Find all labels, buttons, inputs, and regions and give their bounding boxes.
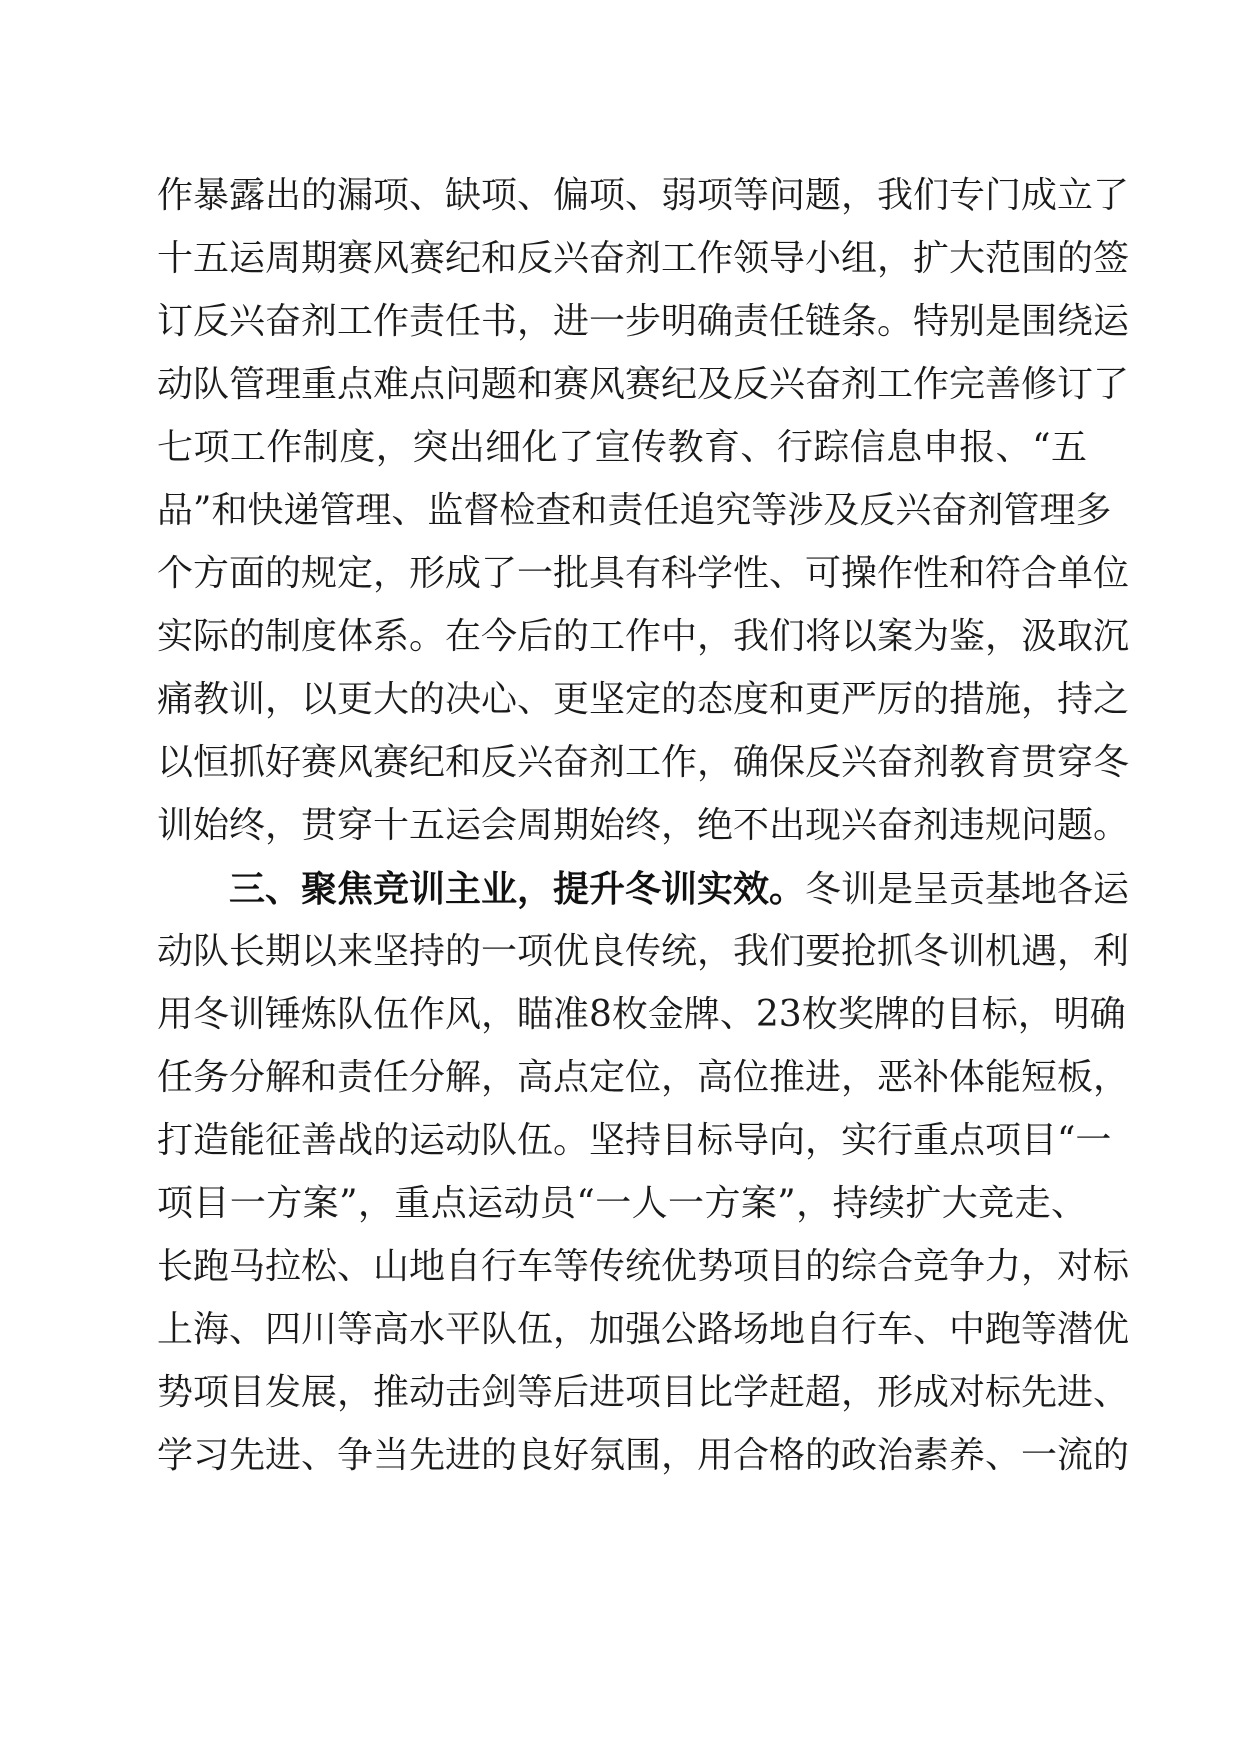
paragraph-2-line-4: 任务分解和责任分解，高点定位，高位推进，恶补体能短板， <box>157 1057 1130 1098</box>
paragraph-1-line-9: 痛教训，以更大的决心、更坚定的态度和更严厉的措施，持之 <box>157 679 1130 720</box>
paragraph-1-line-7: 个方面的规定，形成了一批具有科学性、可操作性和符合单位 <box>157 553 1130 594</box>
paragraph-2-line-9: 势项目发展，推动击剑等后进项目比学赶超，形成对标先进、 <box>157 1372 1130 1413</box>
paragraph-2-line-5: 打造能征善战的运动队伍。坚持目标导向，实行重点项目“一 <box>157 1120 1112 1161</box>
paragraph-1-line-5: 七项工作制度，突出细化了宣传教育、行踪信息申报、“五 <box>157 427 1087 468</box>
paragraph-2-line-3: 用冬训锤炼队伍作风，瞄准8枚金牌、23枚奖牌的目标，明确 <box>157 994 1126 1035</box>
paragraph-2-line-7: 长跑马拉松、山地自行车等传统优势项目的综合竞争力，对标 <box>157 1246 1130 1287</box>
paragraph-2-line-1 <box>229 857 1130 921</box>
paragraph-2-line-8: 上海、四川等高水平队伍，加强公路场地自行车、中跑等潜优 <box>157 1309 1130 1350</box>
section-heading: 三、聚焦竞训主业，提升冬训实效。 <box>229 868 806 910</box>
paragraph-2-line-1-text: 冬训是呈贡基地各运 <box>805 869 1130 910</box>
paragraph-1-line-4: 动队管理重点难点问题和赛风赛纪及反兴奋剂工作完善修订了 <box>157 364 1130 405</box>
paragraph-2-line-6: 项目一方案”，重点运动员“一人一方案”，持续扩大竞走、 <box>157 1183 1087 1224</box>
paragraph-1-line-6: 品”和快递管理、监督检查和责任追究等涉及反兴奋剂管理多 <box>157 490 1112 531</box>
paragraph-1-line-10: 以恒抓好赛风赛纪和反兴奋剂工作，确保反兴奋剂教育贯穿冬 <box>157 742 1130 783</box>
paragraph-2-line-10: 学习先进、争当先进的良好氛围，用合格的政治素养、一流的 <box>157 1435 1130 1476</box>
paragraph-1-line-3: 订反兴奋剂工作责任书，进一步明确责任链条。特别是围绕运 <box>157 301 1130 342</box>
paragraph-1-line-8: 实际的制度体系。在今后的工作中，我们将以案为鉴，汲取沉 <box>157 616 1130 657</box>
paragraph-2-line-2: 动队长期以来坚持的一项优良传统，我们要抢抓冬训机遇，利 <box>157 931 1130 972</box>
paragraph-1-line-11: 训始终，贯穿十五运会周期始终，绝不出现兴奋剂违规问题。 <box>157 805 1130 846</box>
paragraph-1-line-1: 作暴露出的漏项、缺项、偏项、弱项等问题，我们专门成立了 <box>157 175 1130 216</box>
paragraph-1-line-2: 十五运周期赛风赛纪和反兴奋剂工作领导小组，扩大范围的签 <box>157 238 1130 279</box>
